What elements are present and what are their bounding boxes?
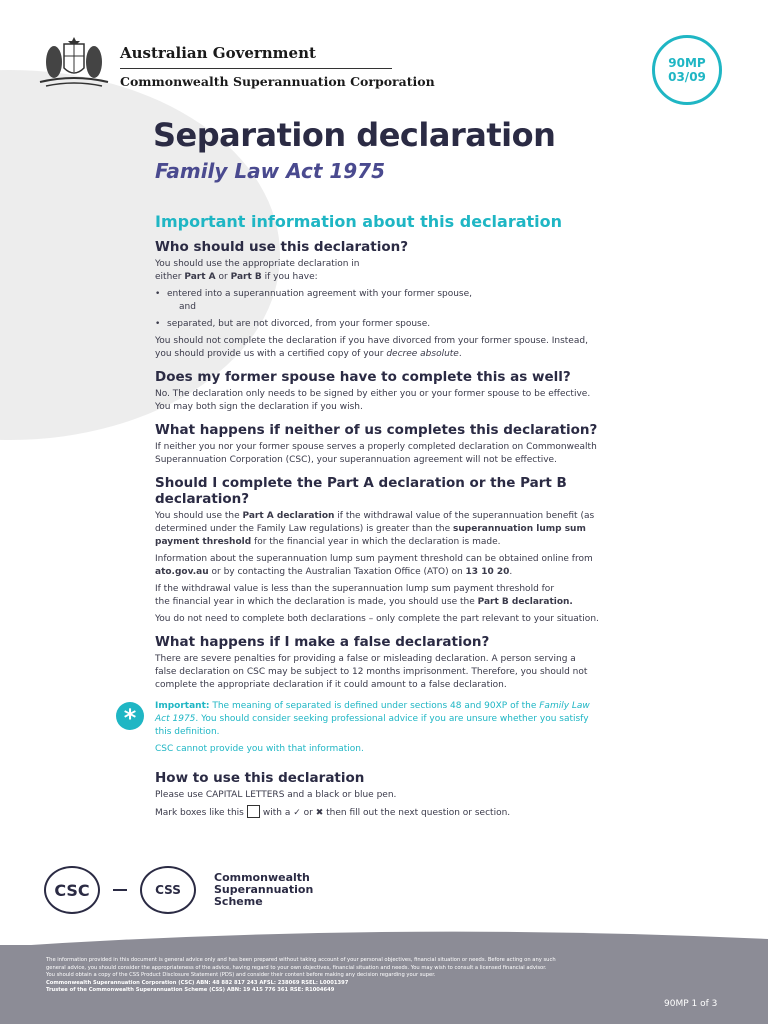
cross-icon: ✖ (315, 808, 324, 818)
logo-dash (113, 889, 127, 891)
document-body (123, 212, 635, 828)
which-part-heading: Should I complete the Part A declaration or the Part B declaration? (155, 475, 567, 507)
part-b-text: If the withdrawal value is less than the superannuation lump sum payment threshold for the financial year in which the declaration is made, you should use the Part B declaration. (155, 584, 573, 607)
neither-heading: What happens if neither of us completes this declaration? (155, 422, 598, 438)
how-to-pen-text: Please use CAPITAL LETTERS and a black or blue pen. (155, 790, 397, 800)
css-logo-ring: CSS (140, 866, 196, 914)
csc-logo-ring: CSC (44, 866, 100, 914)
who-text: You should use the appropriate declaration in either Part A or Part B if you have: (155, 259, 360, 282)
footer-disclaimer: The information provided in this document is general advice only and has been prepared without taking account of your personal objectives, financial situation or needs. Before acting on any such general advice, you should consider the appropriateness of the advice, having regard to your own objectives, financial situation and needs. You may wish to consult a licensed financial advisor. You should obtain a copy of the CSS Product Disclosure Statement (PDS) and consider their content before making any decision regarding your super. Commonwealth Superannuation Corporation (CSC) ABN: 48 882 817 243 AFSL: 238069 RSEL: L0001397 Trustee of the Commonwealth Superannuation Scheme (CSS) ABN: 19 415 776 361 RSE: R1004649 (46, 957, 556, 993)
footer-wave (0, 925, 768, 947)
csc-css-logo (44, 866, 313, 914)
false-declaration-heading: What happens if I make a false declaration? (155, 634, 490, 650)
ato-link[interactable]: ato.gov.au (155, 567, 209, 577)
important-note (123, 700, 635, 756)
part-a-text: You should use the Part A declaration if the withdrawal value of the superannuation benefit (as determined under the Family Law regulations) is greater than the superannuation lump sum payment threshold for the financial year in which the declaration is made. (155, 511, 595, 547)
threshold-info-text: Information about the superannuation lump sum payment threshold can be obtained online from ato.gov.au or by contacting the Australian Taxation Office (ATO) on 13 10 20. (155, 554, 593, 577)
coat-of-arms-icon (34, 36, 114, 90)
section-title: Important information about this declaration (155, 212, 563, 231)
who-heading: Who should use this declaration? (155, 239, 409, 255)
neither-text: If neither you nor your former spouse serves a properly completed declaration on Commonwealth Superannuation Corporation (CSC), your superannuation agreement will not be effective. (155, 442, 597, 465)
former-spouse-text: No. The declaration only needs to be signed by either you or your former spouse to be effective. You may both sign the declaration if you wish. (155, 389, 591, 412)
example-checkbox (247, 805, 260, 818)
false-declaration-text: There are severe penalties for providing a false or misleading declaration. A person serving a false declaration on CSC may be subject to 12 months imprisonment. Therefore, you should not complete the appropriate declaration if it could amount to a false declaration. (155, 654, 588, 690)
both-note: You do not need to complete both declarations – only complete the part relevant to your situation. (155, 614, 599, 624)
asterisk-icon: * (116, 702, 144, 730)
form-code-badge (652, 35, 722, 105)
former-spouse-heading: Does my former spouse have to complete this as well? (155, 369, 571, 385)
government-header (120, 44, 435, 89)
page-footer (0, 945, 768, 1024)
government-name: Australian Government (120, 44, 316, 62)
how-to-mark-text: Mark boxes like this with a ✓ or ✖ then fill out the next question or section. (155, 805, 635, 820)
tick-icon: ✓ (293, 808, 301, 818)
form-version: 03/09 (668, 70, 706, 84)
list-item: • entered into a superannuation agreement with your former spouse, and (155, 289, 473, 312)
page-number: 90MP 1 of 3 (664, 999, 718, 1009)
form-code: 90MP (668, 56, 706, 70)
page-title: Separation declaration (153, 116, 556, 154)
important-text: Important: The meaning of separated is defined under sections 48 and 90XP of the Family Law Act 1975. You should consider seeking professional advice if you are unsure whether you satisfy this definition. (155, 701, 590, 737)
important-csc-note: CSC cannot provide you with that information. (155, 744, 364, 754)
false-declaration-section (155, 634, 635, 692)
scheme-name: Commonwealth Superannuation Scheme (214, 871, 314, 908)
page-subtitle: Family Law Act 1975 (155, 159, 385, 183)
who-note: You should not complete the declaration if you have divorced from your former spouse. Instead, you should provide us with a certified copy of your decree absolute. (155, 336, 588, 359)
header-rule (120, 68, 392, 69)
who-section (155, 239, 635, 361)
organisation-name: Commonwealth Superannuation Corporation (120, 74, 435, 89)
how-to-section (155, 770, 635, 820)
former-spouse-section (155, 369, 635, 414)
list-item: • separated, but are not divorced, from your former spouse. (155, 319, 431, 329)
which-part-section (155, 475, 635, 626)
how-to-heading: How to use this declaration (155, 770, 365, 786)
neither-section (155, 422, 635, 467)
